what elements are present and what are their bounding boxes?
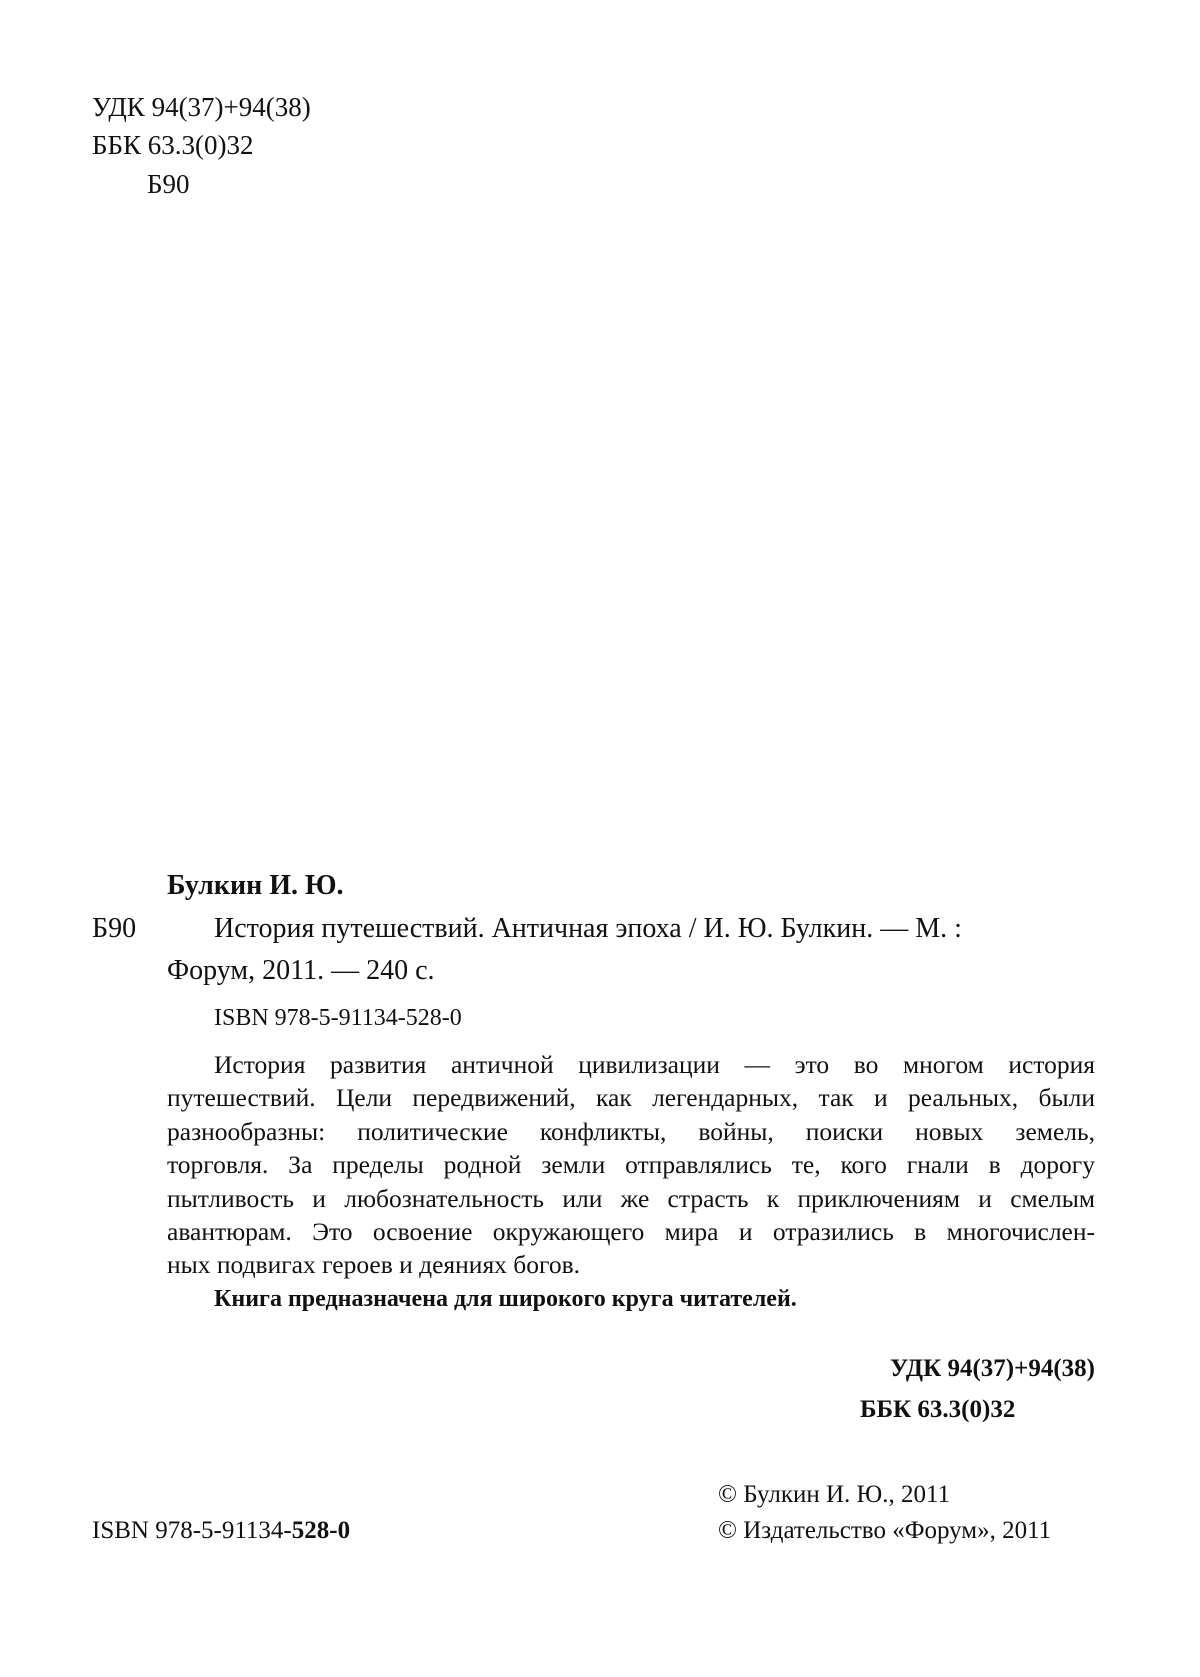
audience-note: Книга предназначена для широкого круга читателей.: [214, 1286, 797, 1313]
header-bbk: ББК 63.3(0)32: [92, 130, 254, 161]
annotation: [167, 1048, 1095, 1282]
annotation-line: пытливость и любознательность или же страсть к приключениям и смелым: [167, 1182, 1095, 1215]
footer-isbn: [92, 1517, 350, 1545]
annotation-line: торговля. За пределы родной земли отправлялись те, кого гнали в дорогу: [167, 1148, 1095, 1181]
copyright-publisher: © Издательство «Форум», 2011: [718, 1517, 1051, 1545]
entry-author-mark: Б90: [92, 913, 136, 945]
entry-title-line-2: Форум, 2011. — 240 с.: [167, 955, 435, 987]
entry-isbn: ISBN 978-5-91134-528-0: [214, 1005, 462, 1032]
header-author-mark: Б90: [147, 169, 190, 200]
annotation-line: путешествий. Цели передвижений, как легендарных, так и реальных, были: [167, 1081, 1095, 1114]
header-udk: УДК 94(37)+94(38): [92, 92, 311, 123]
copyright-author: © Булкин И. Ю., 2011: [718, 1481, 950, 1509]
footer-isbn-prefix: ISBN 978-5-91134-: [92, 1517, 292, 1544]
footer-isbn-bold: 528-0: [292, 1517, 350, 1544]
annotation-line: История развития античной цивилизации — это во многом история: [167, 1048, 1095, 1081]
annotation-line: ных подвигах героев и деяниях богов.: [167, 1248, 1095, 1281]
entry-author: Булкин И. Ю.: [167, 870, 344, 902]
footer-udk: УДК 94(37)+94(38): [890, 1355, 1095, 1383]
entry-title-line-1: История путешествий. Античная эпоха / И. Ю. Булкин. — М. :: [214, 913, 962, 945]
annotation-line: авантюрам. Это освоение окружающего мира и отразились в многочислен-: [167, 1215, 1095, 1248]
footer-bbk: ББК 63.3(0)32: [860, 1396, 1015, 1424]
annotation-line: разнообразны: политические конфликты, войны, поиски новых земель,: [167, 1115, 1095, 1148]
